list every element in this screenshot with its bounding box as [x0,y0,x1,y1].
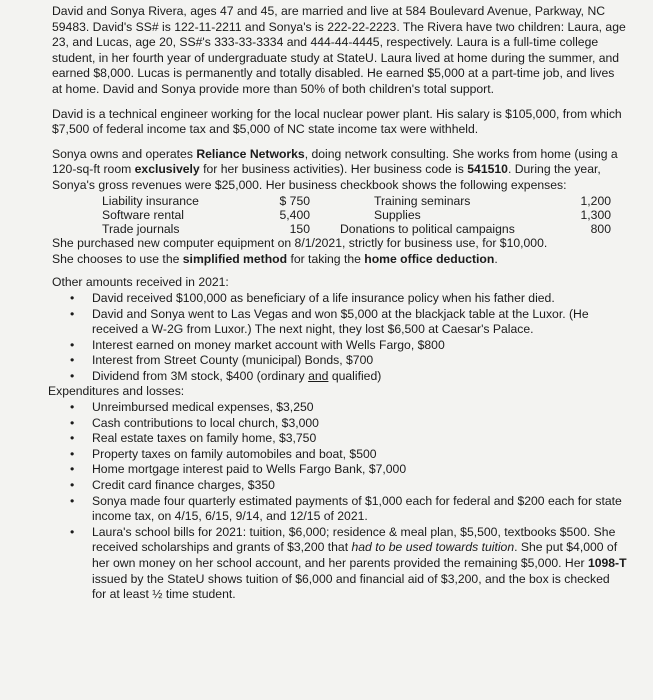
list-item: • Cash contributions to local church, $3,000 [52,416,627,432]
family-paragraph: David and Sonya Rivera, ages 47 and 45, are married and live at 584 Boulevard Avenue, Parkway, NC 59483. David's SS# is 122-11-2211 and Sonya's is 222-22-2223. The Rivera have two children: Laura, age 23, and Lucas, age 20, SS#'s 333-33-3334 and 444-44-4445, respectively. Laura is a full-time college student, in her fourth year of undergraduate study at StateU. Laura lived at home during the summer, and earned $8,000. Lucas is permanently and totally disabled. He earned $5,000 at a part-time job, and lives at home. David and Sonya provide more than 50% of both children's total support. [52,4,626,96]
other-amounts-list [52,291,627,385]
list-item: • Sonya made four quarterly estimated payments of $1,000 each for federal and $200 each for state income tax, on 4/15, 6/15, 9/14, and 12/15 of 2021. [52,494,627,525]
list-item: • Laura's school bills for 2021: tuition, $6,000; residence & meal plan, $5,500, textbooks $500. She received scholarships and grants of $3,200 that had to be used towards tuition. She put $4,000 of her own money on her school account, and her parents provided the remaining $5,000. Her 1098-T issued by the StateU shows tuition of $6,000 and financial aid of $3,200, and the box is checked for at least ½ time student. [52,525,627,603]
table-row [102,194,611,208]
list-item: • David received $100,000 as beneficiary of a life insurance policy when his father died. [52,291,627,307]
expense-label: Trade journals [102,221,180,236]
list-item: • Credit card finance charges, $350 [52,478,627,494]
list-item: • Home mortgage interest paid to Wells Fargo Bank, $7,000 [52,462,627,478]
expense-amount: 800 [590,221,611,236]
and-underlined: and [308,368,329,383]
expenditures-heading: Expenditures and losses: [48,384,185,399]
david-employment-paragraph: David is a technical engineer working for the local nuclear power plant. His salary is $105,000, from which $7,500 of federal income tax and $5,000 of NC state income tax were withheld. [52,106,622,137]
expense-amount: 1,200 [580,193,611,208]
expense-label: Supplies [374,207,421,222]
table-row [102,208,611,222]
expense-amount: 5,400 [279,207,310,222]
equipment-line: She purchased new computer equipment on 8/1/2021, strictly for business use, for $10,000. [52,236,548,251]
business-name: Reliance Networks [196,146,305,161]
expense-label: Donations to political campaigns [340,221,515,236]
expense-amount: $ 750 [279,193,310,208]
business-code: 541510 [467,162,508,177]
list-item: • Dividend from 3M stock, $400 (ordinary and qualified) [52,369,627,385]
expense-label: Liability insurance [102,193,199,208]
list-item: • David and Sonya went to Las Vegas and won $5,000 at the blackjack table at the Luxor. (He received a W-2G from Luxor.) The next night, they lost $6,500 at Caesar's Palace. [52,307,627,338]
list-item: • Unreimbursed medical expenses, $3,250 [52,400,627,416]
other-amounts-heading: Other amounts received in 2021: [52,275,229,290]
list-item: • Interest from Street County (municipal) Bonds, $700 [52,353,627,369]
list-item: • Property taxes on family automobiles and boat, $500 [52,447,627,463]
simplified-method-emphasis: simplified method [182,251,288,266]
expense-amount: 150 [289,221,310,236]
home-office-line: She chooses to use the simplified method for taking the home office deduction. [52,251,498,266]
sonya-business-paragraph: Sonya owns and operates Reliance Networks, doing network consulting. She works from home (using a 120-sq-ft room exclusively for her business activities). Her business code is 541510. During the year, Sonya's gross revenues were $25,000. Her business checkbook shows the following expenses: [52,146,618,192]
expenditures-list [52,400,627,603]
list-item: • Real estate taxes on family home, $3,750 [52,431,627,447]
expense-label: Training seminars [374,193,471,208]
business-expenses-table [102,194,611,237]
expense-label: Software rental [102,207,184,222]
home-office-deduction-emphasis: home office deduction [364,251,495,266]
tuition-italic: had to be used towards tuition [351,540,515,555]
sonya-business-block [52,147,627,268]
table-row [102,222,611,236]
list-item: • Interest earned on money market account with Wells Fargo, $800 [52,338,627,354]
form-1098t: 1098-T [587,556,627,571]
expense-amount: 1,300 [580,207,611,222]
exclusively-emphasis: exclusively [134,162,200,177]
